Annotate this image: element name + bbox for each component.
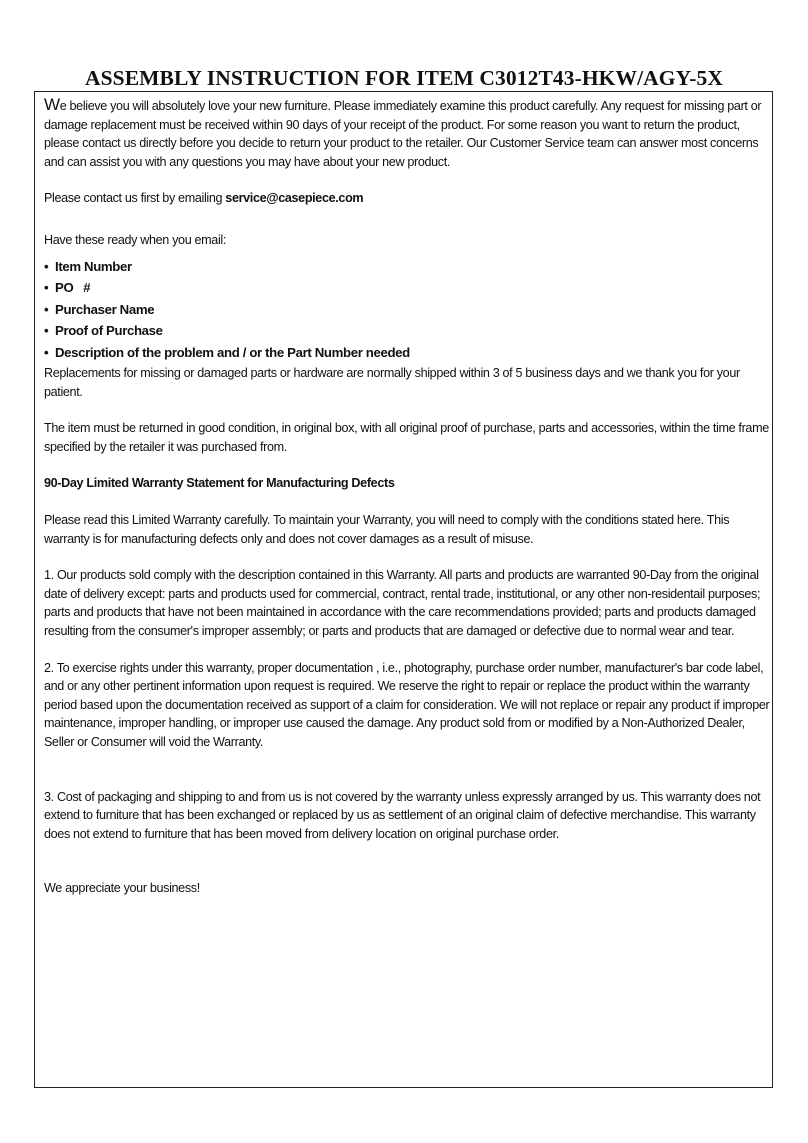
warranty-heading: 90-Day Limited Warranty Statement for Manufacturing Defects [44, 476, 395, 491]
document-body [44, 96, 771, 898]
document-title: ASSEMBLY INSTRUCTION FOR ITEM C3012T43-HKW/AGY-5X [84, 66, 724, 90]
contact-line [44, 189, 771, 208]
ready-item-proof-of-purchase: • Proof of Purchase [44, 320, 771, 342]
intro-text: e believe you will absolutely love your new furniture. Please immediately examine this product carefully. Any request for missing part or damage replacement must be received within 90 days of your receipt of the product. For some reason you want to return the product, please contact us directly before you decide to return your product to the retailer. Our Customer Service team can answer most concerns and can assist you with any questions you may have about your new product. [44, 99, 762, 169]
warranty-intro-paragraph: Please read this Limited Warranty carefully. To maintain your Warranty, you will need to comply with the conditions stated here. This warranty is for manufacturing defects only and does not cover damages as a result of misuse. [44, 513, 730, 546]
bullet-icon: • [44, 301, 49, 317]
replacements-paragraph: Replacements for missing or damaged parts or hardware are normally shipped within 3 of 5 business days and we thank you for your patient. [44, 366, 740, 399]
bullet-icon: • [44, 280, 49, 296]
ready-item-description: • Description of the problem and / or the Part Number needed [44, 342, 771, 364]
bullet-icon: • [44, 258, 49, 274]
ready-list [44, 256, 771, 364]
ready-item-purchaser-name: • Purchaser Name [44, 299, 771, 321]
ready-item-po: • PO # [44, 277, 771, 299]
warranty-clause-2: 2. To exercise rights under this warranty, proper documentation , i.e., photography, purchase order number, manufacturer's bar code label, and or any other pertinent information upon request is required. We reserve the right to repair or replace the product within the warranty period based upon the documentation received as support of a claim for consideration. We will not replace or repair any product if improper maintenance, improper handling, or improper use caused the damage. Any product sold from or modified by a Non-Authorized Dealer, Seller or Consumer will void the Warranty. [44, 660, 770, 749]
ready-heading: Have these ready when you email: [44, 232, 227, 247]
contact-prefix: Please contact us first by emailing [44, 191, 226, 206]
return-condition-paragraph: The item must be returned in good condition, in original box, with all original proof of purchase, parts and accessories, within the time frame specified by the retailer it was purchased from. [44, 421, 769, 454]
bullet-icon: • [44, 344, 49, 360]
bullet-icon: • [44, 323, 49, 339]
intro-first-letter: W [44, 95, 60, 114]
warranty-clause-3: 3. Cost of packaging and shipping to and from us is not covered by the warranty unless expressly arranged by us. This warranty does not extend to furniture that has been exchanged or replaced by us as settlement of an original claim of defective merchandise. This warranty does not extend to furniture that has been moved from delivery location on original purchase order. [44, 789, 761, 841]
ready-item-item-number: • Item Number [44, 256, 771, 278]
intro-paragraph [44, 96, 769, 171]
contact-email-link[interactable]: service@casepiece.com [225, 191, 364, 206]
closing-line: We appreciate your business! [44, 881, 200, 896]
warranty-clause-1: 1. Our products sold comply with the description contained in this Warranty. All parts and products are warranted 90-Day from the original date of delivery except: parts and products used for commercial, contract, rental trade, institutional, or any other non-residentail purposes; parts and products that have not been maintained in accordance with the care recommendations provided; parts and products damaged resulting from the consumer's improper assembly; or parts and products that are damaged or defective due to normal wear and tear. [44, 568, 761, 638]
